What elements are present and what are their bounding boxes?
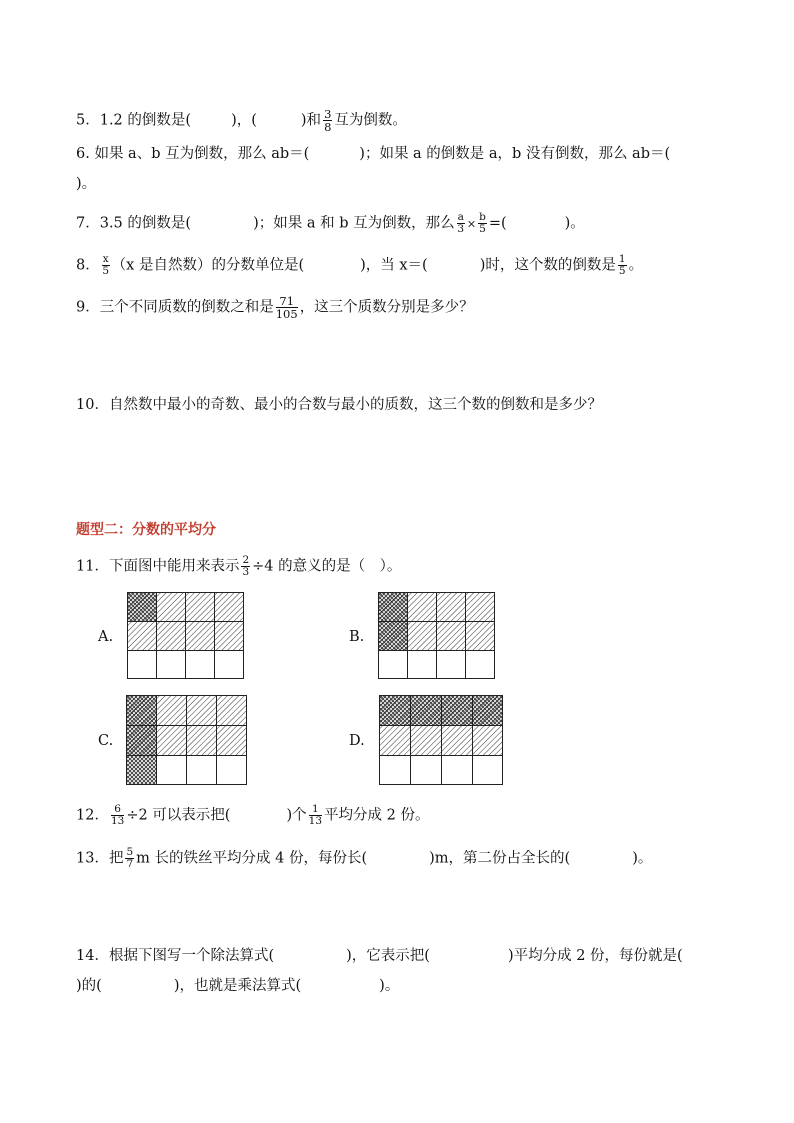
question-7: 7．3.5 的倒数是( )；如果 a 和 b 互为倒数，那么 $\frac{a}{3}$ × $\frac{b}{5}$ =( )。 [76, 211, 585, 235]
question-14-continued: )的( )，也就是乘法算式( )。 [76, 978, 400, 994]
option-a-label: A. [98, 629, 114, 645]
question-12: 12． $\frac{6}{13}$ ÷2 可以表示把( )个 $\frac{1}{13}$ 平均分成 2 份。 [76, 803, 430, 827]
option-d-grid [379, 695, 505, 787]
question-10: 10．自然数中最小的奇数、最小的合数与最小的质数，这三个数的倒数和是多少？ [76, 397, 602, 413]
question-6: 6. 如果 a、b 互为倒数，那么 ab＝( )；如果 a 的倒数是 a，b 没有倒数，那么 ab＝( [76, 146, 671, 162]
question-13: 13．把 $\frac{5}{7}$ m 长的铁丝平均分成 4 份，每份长( )m，第二份占全长的( )。 [76, 846, 653, 870]
option-c-grid [126, 695, 248, 787]
option-d-label: D. [349, 733, 365, 749]
fraction: $\frac{3}{8}$ [324, 107, 332, 134]
option-c-label: C. [98, 733, 114, 749]
question-5: 5．1.2 的倒数是( )，( )和 $\frac{3}{8}$ 互为倒数。 [76, 107, 407, 134]
fraction: $\frac{5}{7}$ [126, 846, 134, 870]
option-b-label: B. [349, 629, 365, 645]
fraction: $\frac{71}{105}$ [275, 294, 298, 321]
fraction: $\frac{b}{5}$ [479, 211, 486, 235]
question-9: 9．三个不同质数的倒数之和是 $\frac{71}{105}$ ，这三个质数分别是多少？ [76, 294, 474, 321]
fraction: $\frac{1}{13}$ [308, 803, 323, 827]
question-14: 14．根据下图写一个除法算式( )，它表示把( )平均分成 2 份，每份就是( [76, 948, 683, 964]
section-title: 题型二：分数的平均分 [76, 522, 216, 538]
fraction: $\frac{6}{13}$ [110, 803, 125, 827]
option-b-grid [378, 592, 496, 680]
option-a-grid [127, 592, 245, 680]
question-6-continued: )。 [76, 176, 97, 192]
fraction: $\frac{x}{5}$ [102, 253, 110, 277]
question-8: 8． $\frac{x}{5}$ （x 是自然数）的分数单位是( )，当 x＝( )时，这个数的倒数是 $\frac{1}{5}$ 。 [76, 253, 644, 277]
fraction: $\frac{1}{5}$ [618, 253, 626, 277]
question-11: 11．下面图中能用来表示 $\frac{2}{3}$ ÷4 的意义的是（ ）。 [76, 554, 402, 578]
fraction: $\frac{a}{3}$ [457, 211, 465, 235]
fraction: $\frac{2}{3}$ [242, 554, 250, 578]
